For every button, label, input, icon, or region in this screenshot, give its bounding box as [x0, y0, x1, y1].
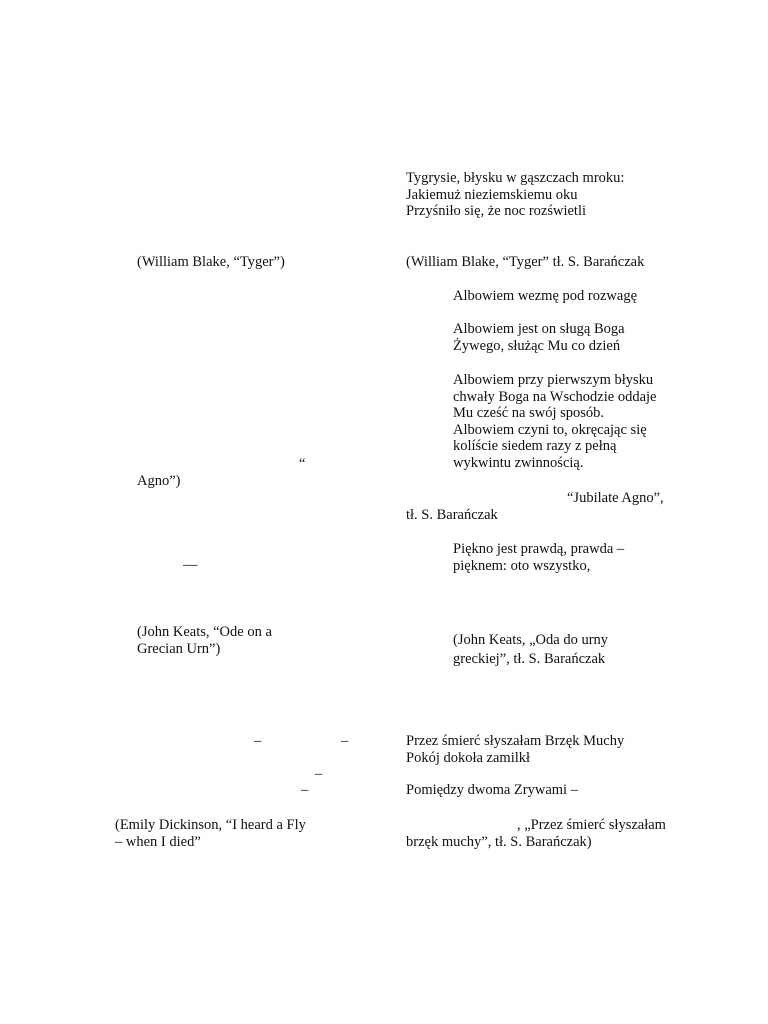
dickinson-english-dash: –	[254, 733, 262, 749]
blake-polish-stanza	[406, 170, 624, 220]
smart-english-citation-end: Agno”)	[137, 473, 181, 489]
smart-polish-line: Albowiem wezmę pod rozwagę	[453, 288, 638, 304]
poem-line: kolíście siedem razy z pełną	[453, 438, 617, 455]
poem-line: Albowiem czyni to, okręcając się	[453, 421, 647, 438]
poem-line: chwały Boga na Wschodzie oddaje	[453, 388, 657, 405]
smart-polish-translator: tł. S. Barańczak	[406, 507, 498, 523]
smart-polish-citation: “Jubilate Agno”,	[567, 490, 664, 506]
dickinson-english-dash: –	[341, 733, 349, 749]
blake-polish-citation: (William Blake, “Tyger” tł. S. Barańczak	[406, 254, 645, 270]
dickinson-english-dash: –	[315, 766, 323, 782]
poem-line: pięknem: oto wszystko,	[453, 557, 591, 574]
poem-line: wykwintu zwinnością.	[453, 454, 584, 471]
poem-line: Przyśniło się, że noc rozświetli	[406, 203, 586, 220]
poem-line: Jakiemuż nieziemskiemu oku	[406, 186, 578, 203]
smart-polish-stanza-3	[453, 372, 656, 472]
poem-line: Albowiem przy pierwszym błysku	[453, 372, 654, 388]
keats-polish-citation: (John Keats, „Oda do urny greckiej”, tł. S. Barańczak	[453, 632, 609, 667]
keats-polish-lines	[453, 541, 624, 574]
poem-line: Albowiem jest on sługą Boga	[453, 321, 625, 337]
poem-line: Przez śmierć słyszałam Brzęk Muchy	[406, 733, 625, 749]
smart-polish-stanza-2	[453, 321, 625, 354]
poem-line: Piękno jest prawdą, prawda –	[453, 541, 625, 557]
keats-english-citation: (John Keats, “Ode on a Grecian Urn”)	[137, 624, 272, 657]
dickinson-english-dash: –	[301, 782, 309, 798]
dickinson-polish-citation: , „Przez śmierć słyszałam brzęk muchy”, tł. S. Barańczak)	[406, 817, 666, 850]
blake-english-citation: (William Blake, “Tyger”)	[137, 254, 285, 270]
poem-line: Tygrysie, błysku w gąszczach mroku:	[406, 170, 625, 186]
smart-english-quote-mark: “	[299, 456, 306, 472]
keats-english-dash: —	[183, 557, 198, 573]
poem-line: Żywego, służąc Mu co dzień	[453, 337, 621, 354]
poem-line: Pokój dokoła zamilkł	[406, 749, 531, 766]
dickinson-polish-line: Pomiędzy dwoma Zrywami –	[406, 782, 578, 798]
dickinson-polish-lines	[406, 733, 624, 766]
poem-line: Mu cześć na swój sposób.	[453, 405, 605, 422]
dickinson-english-citation: (Emily Dickinson, “I heard a Fly – when I died”	[115, 817, 306, 850]
